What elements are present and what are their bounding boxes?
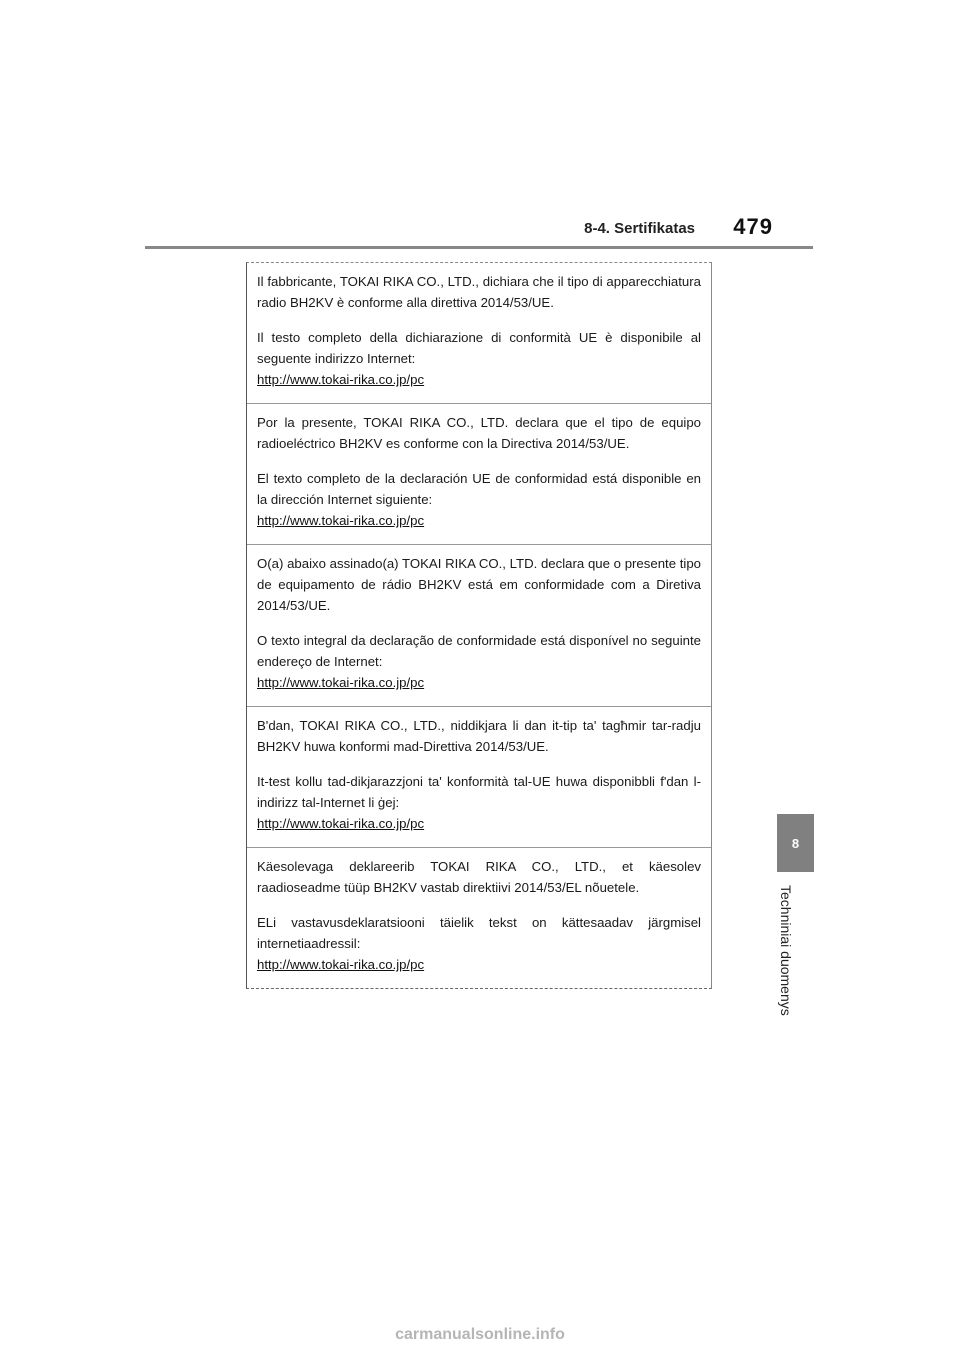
declaration-link[interactable]: http://www.tokai-rika.co.jp/pc — [257, 675, 425, 690]
availability-text: O texto integral da declaração de conformidade está disponível no seguinte endereço de Internet: — [257, 633, 701, 669]
declaration-maltese — [247, 707, 711, 848]
declaration-box — [246, 262, 712, 989]
declaration-link[interactable]: http://www.tokai-rika.co.jp/pc — [257, 957, 425, 972]
availability-text: El texto completo de la declaración UE de conformidad está disponible en la dirección Internet siguiente: — [257, 471, 701, 507]
chapter-label: Techniniai duomenys — [778, 885, 794, 1016]
availability-text: Il testo completo della dichiarazione di conformità UE è disponibile al seguente indirizzo Internet: — [257, 330, 701, 366]
section-title: 8-4. Sertifikatas — [584, 220, 695, 237]
declaration-text: B'dan, TOKAI RIKA CO., LTD., niddikjara li dan it-tip ta' tagħmir tar-radju BH2KV huwa konformi mad-Direttiva 2014/53/UE. — [257, 718, 701, 754]
chapter-number: 8 — [791, 835, 800, 851]
declaration-italian — [247, 263, 711, 404]
declaration-link[interactable]: http://www.tokai-rika.co.jp/pc — [257, 372, 425, 387]
declaration-text: Il fabbricante, TOKAI RIKA CO., LTD., dichiara che il tipo di apparecchiatura radio BH2KV è conforme alla direttiva 2014/53/UE. — [257, 274, 701, 310]
declaration-spanish — [247, 404, 711, 545]
availability-text: ELi vastavusdeklaratsiooni täielik tekst on kättesaadav järgmisel internetiaadressil: — [257, 915, 701, 951]
declaration-link[interactable]: http://www.tokai-rika.co.jp/pc — [257, 513, 425, 528]
declaration-portuguese — [247, 545, 711, 707]
chapter-tab[interactable] — [777, 814, 814, 872]
declaration-link[interactable]: http://www.tokai-rika.co.jp/pc — [257, 816, 425, 831]
page-header — [145, 212, 813, 249]
page-number: 479 — [733, 214, 773, 239]
watermark: carmanualsonline.info — [395, 1326, 565, 1343]
declaration-text: O(a) abaixo assinado(a) TOKAI RIKA CO., LTD. declara que o presente tipo de equipamento de rádio BH2KV está em conformidade com a Diretiva 2014/53/UE. — [257, 556, 701, 613]
availability-text: It-test kollu tad-dikjarazzjoni ta' konformità tal-UE huwa disponibbli f'dan l-indirizz tal-Internet li ġej: — [257, 774, 701, 810]
declaration-text: Por la presente, TOKAI RIKA CO., LTD. declara que el tipo de equipo radioeléctrico BH2KV es conforme con la Directiva 2014/53/UE. — [257, 415, 701, 451]
declaration-text: Käesolevaga deklareerib TOKAI RIKA CO., LTD., et käesolev raadioseadme tüüp BH2KV vastab direktiivi 2014/53/EL nõuetele. — [257, 859, 701, 895]
declaration-estonian — [247, 848, 711, 988]
